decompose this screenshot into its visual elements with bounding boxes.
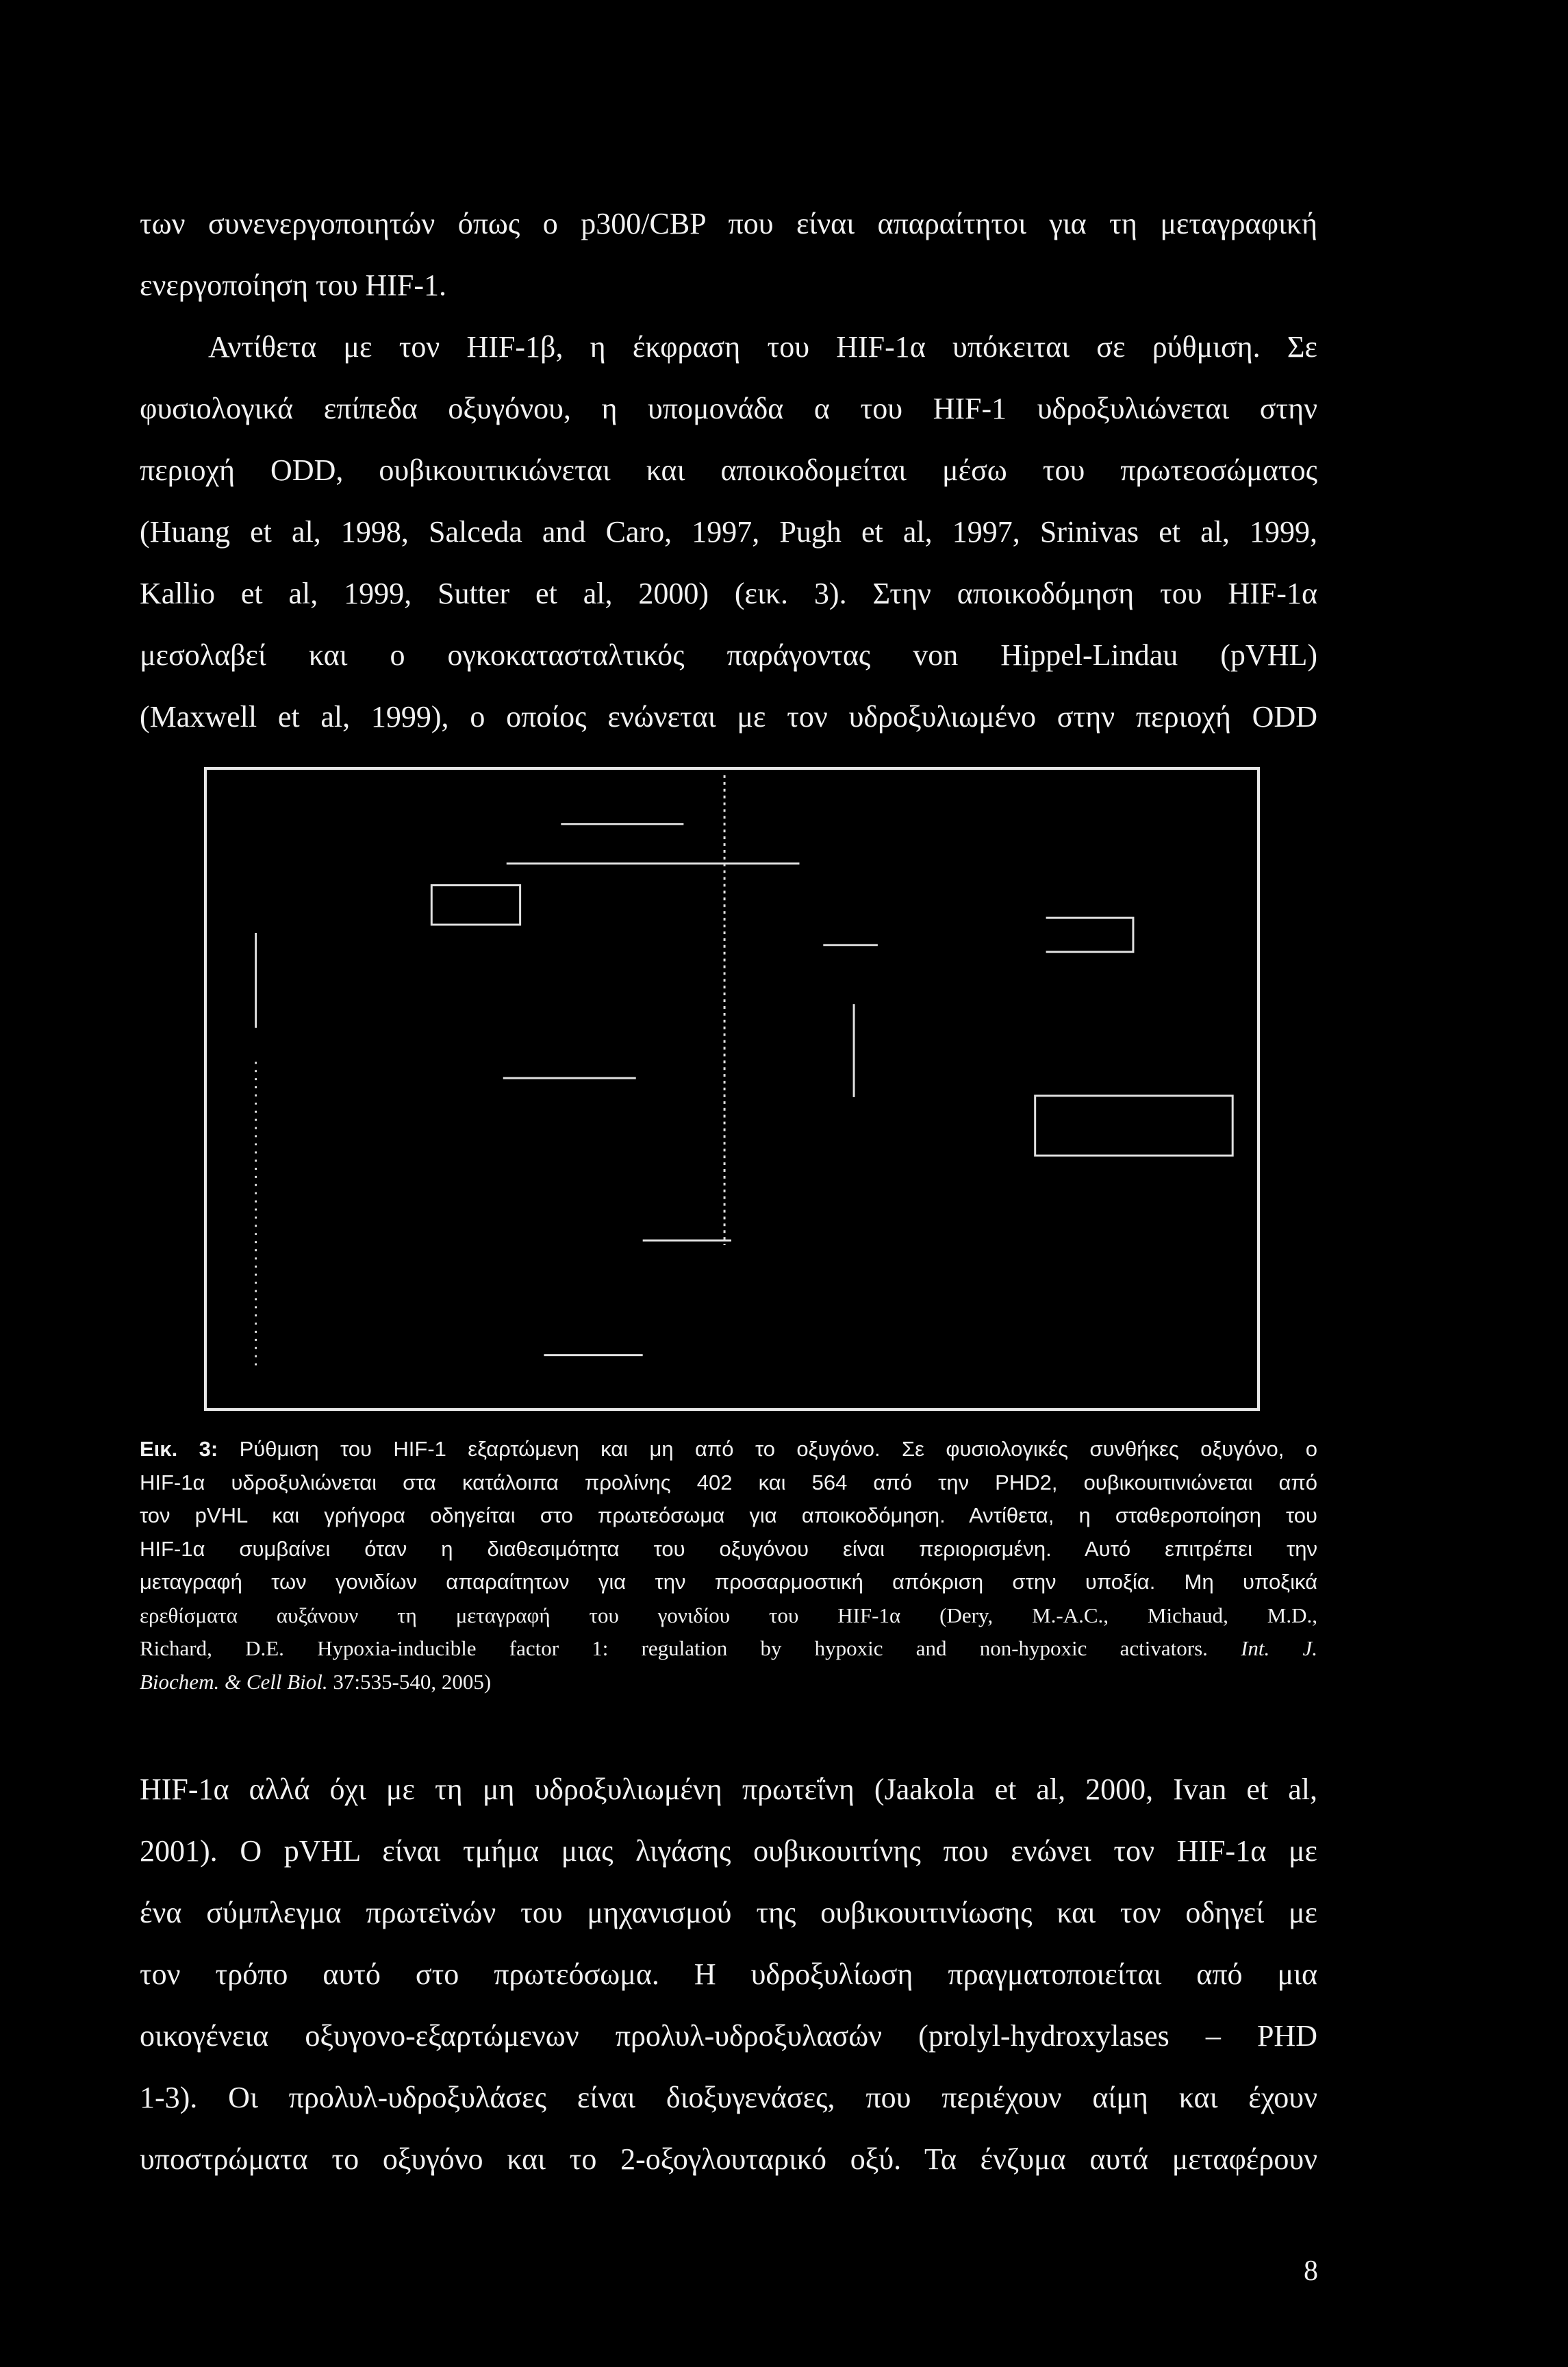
text-line: Αντίθετα με τον HIF-1β, η έκφραση του HIF-1α υπόκειται σε ρύθμιση. Σε: [208, 330, 1317, 364]
caption-line: τον pVHL και γρήγορα οδηγείται στο πρωτεόσωμα για αποικοδόμηση. Αντίθετα, η σταθεροποίηση του: [140, 1503, 1317, 1527]
text-line: Kallio et al, 1999, Sutter et al, 2000) (εικ. 3). Στην αποικοδόμηση του HIF-1α: [140, 577, 1317, 610]
text-line: (Maxwell et al, 1999), ο οποίος ενώνεται με τον υδροξυλιωμένο στην περιοχή ODD: [140, 700, 1317, 734]
caption-line: HIF-1α υδροξυλιώνεται στα κατάλοιπα προλίνης 402 και 564 από την PHD2, ουβικουιτινιώνεται από: [140, 1470, 1317, 1494]
text-line: 2001). Ο pVHL είναι τμήμα μιας λιγάσης ουβικουιτίνης που ενώνει τον HIF-1α με: [140, 1834, 1317, 1868]
text-line: ενεργοποίηση του HIF-1.: [140, 268, 447, 302]
figure-caption: [140, 1433, 1317, 1699]
text-line: 1-3). Οι προλυλ-υδροξυλάσες είναι διοξυγενάσες, που περιέχουν αίμη και έχουν: [140, 2081, 1317, 2114]
caption-line: HIF-1α συμβαίνει όταν η διαθεσιμότητα του οξυγόνου είναι περιορισμένη. Αυτό επιτρέπει την: [140, 1536, 1317, 1561]
figure-3-diagram: [204, 767, 1260, 1411]
journal-name: Int. J.: [1241, 1636, 1317, 1660]
diagram-box: [1035, 1096, 1232, 1155]
text-line: ένα σύμπλεγμα πρωτεϊνών του μηχανισμού της ουβικουιτινίωσης και τον οδηγεί με: [140, 1896, 1317, 1929]
caption-reference-line: Biochem. & Cell Biol. 37:535-540, 2005): [140, 1669, 492, 1694]
text-line: μεσολαβεί και ο ογκοκατασταλτικός παράγοντας von Hippel-Lindau (pVHL): [140, 638, 1317, 672]
bottom-paragraph: [140, 1759, 1317, 2190]
text-line: υποστρώματα το οξυγόνο και το 2-οξογλουταρικό οξύ. Τα ένζυμα αυτά μεταφέρουν: [140, 2142, 1317, 2176]
journal-name: Biochem. & Cell Biol.: [140, 1669, 328, 1694]
page-number: 8: [1304, 2255, 1318, 2287]
top-paragraph: [140, 193, 1317, 748]
diagram-box: [431, 886, 520, 925]
text-line: τον τρόπο αυτό στο πρωτεόσωμα. Η υδροξυλίωση πραγματοποιείται από μια: [140, 1957, 1317, 1991]
caption-line: ερεθίσματα αυξάνουν τη μεταγραφή του γονιδίου του HIF-1α (Dery, M.-A.C., Michaud, M.D.,: [140, 1603, 1317, 1627]
caption-reference-line: Richard, D.E. Hypoxia-inducible factor 1: regulation by hypoxic and non-hypoxic activators. Int. J.: [140, 1636, 1317, 1660]
text-line: (Huang et al, 1998, Salceda and Caro, 1997, Pugh et al, 1997, Srinivas et al, 1999,: [140, 515, 1317, 549]
text-line: HIF-1α αλλά όχι με τη μη υδροξυλιωμένη πρωτεΐνη (Jaakola et al, 2000, Ivan et al,: [140, 1773, 1317, 1806]
text-line: οικογένεια οξυγονο-εξαρτώμενων προλυλ-υδροξυλασών (prolyl-hydroxylases – PHD: [140, 2019, 1317, 2053]
figure-drawing: [207, 770, 1257, 1408]
text-line: φυσιολογικά επίπεδα οξυγόνου, η υπομονάδα α του HIF-1 υδροξυλιώνεται στην: [140, 392, 1317, 425]
diagram-box: [1046, 918, 1133, 952]
text-line: των συνενεργοποιητών όπως ο p300/CBP που είναι απαραίτητοι για τη μεταγραφική: [140, 207, 1317, 240]
caption-line: Εικ. 3: Ρύθμιση του HIF-1 εξαρτώμενη και μη από το οξυγόνο. Σε φυσιολογικές συνθήκες οξυγόνο, ο: [140, 1437, 1317, 1461]
text-line: περιοχή ODD, ουβικουιτικιώνεται και αποικοδομείται μέσω του πρωτεοσώματος: [140, 453, 1317, 487]
caption-line: μεταγραφή των γονιδίων απαραίτητων για την προσαρμοστική απόκριση στην υποξία. Μη υποξικά: [140, 1570, 1317, 1594]
caption-label: Εικ. 3:: [140, 1437, 218, 1461]
